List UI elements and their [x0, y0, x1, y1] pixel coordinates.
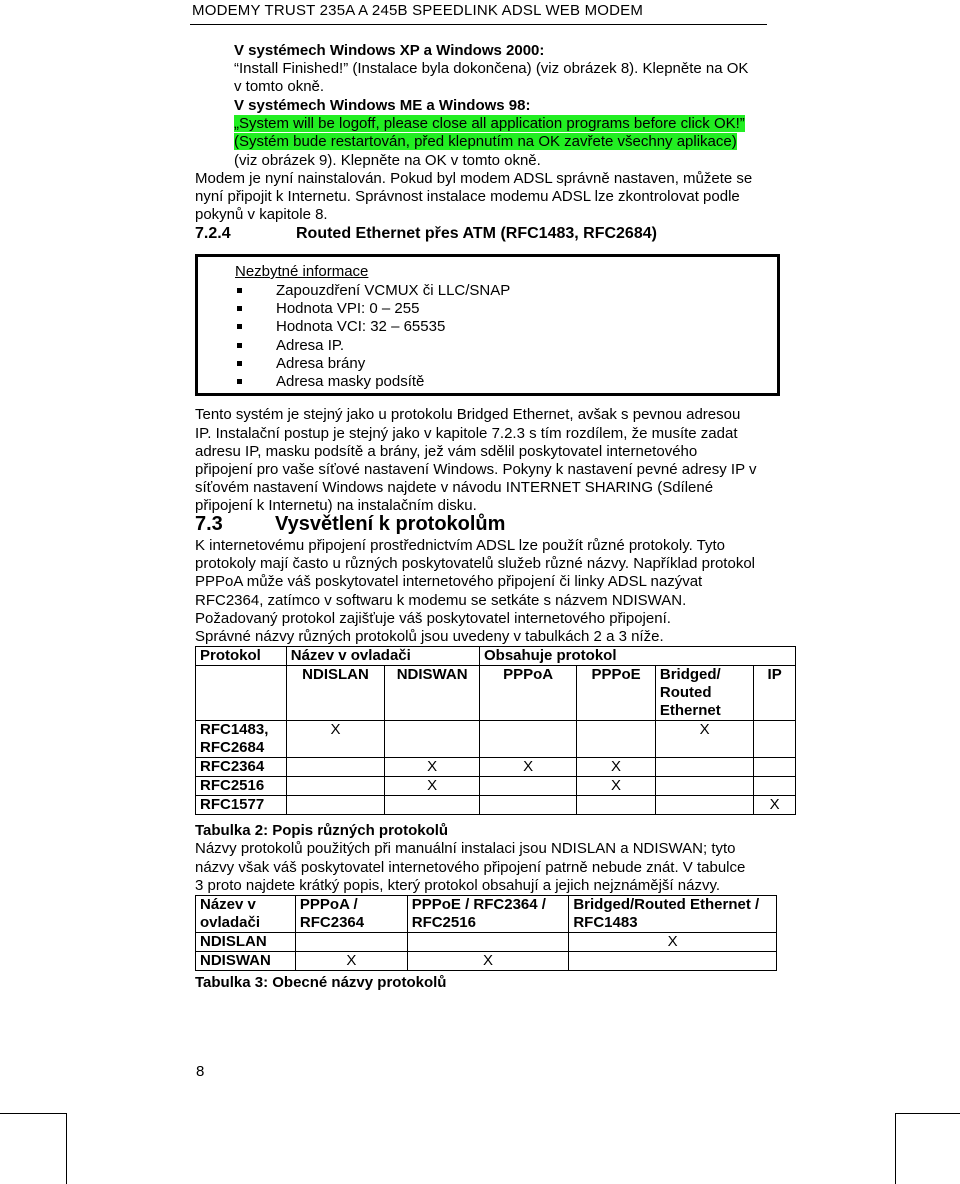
info-item	[236, 337, 510, 355]
table-cell	[385, 721, 480, 758]
header-cell: PPPoE / RFC2364 / RFC2516	[407, 896, 569, 933]
info-box-title: Nezbytné informace	[235, 263, 369, 280]
para2-line-1: Tento systém je stejný jako u protokolu Bridged Ethernet, avšak s pevnou adresou	[195, 406, 741, 423]
table-cell	[754, 721, 796, 758]
me-heading: V systémech Windows ME a Windows 98:	[234, 97, 531, 114]
bullet-icon	[237, 324, 242, 329]
header-cell: NDISLAN	[286, 666, 385, 721]
header-cell: Bridged/Routed Ethernet / RFC1483	[569, 896, 777, 933]
header-cell: PPPoA / RFC2364	[295, 896, 407, 933]
required-info-box	[195, 254, 780, 396]
table-cell	[569, 952, 777, 971]
table3-caption: Tabulka 3: Obecné názvy protokolů	[195, 974, 447, 991]
info-item-text: Adresa masky podsítě	[276, 372, 425, 390]
table-row	[196, 758, 796, 777]
para2-line-4: připojení pro vaše síťové nastavení Windows. Pokyny k nastavení pevné adresy IP v	[195, 461, 757, 478]
header-cell: Název v ovladači	[196, 896, 296, 933]
section-724-number: 7.2.4	[195, 225, 231, 242]
info-list	[236, 282, 510, 391]
para3-line-4: RFC2364, zatímco v softwaru k modemu se setkáte s názvem NDISWAN.	[195, 592, 687, 609]
table-cell	[286, 777, 385, 796]
table-row	[196, 952, 777, 971]
me-line-2-text: (Systém bude restartován, před klepnutím na OK zavřete všechny aplikace)	[234, 133, 737, 150]
header-rule	[190, 24, 767, 25]
names-table	[195, 895, 777, 971]
info-item-text: Zapouzdření VCMUX či LLC/SNAP	[276, 282, 511, 299]
header-cell: Bridged/ Routed Ethernet	[655, 666, 753, 721]
para3-line-3: PPPoA může váš poskytovatel internetového připojení či linky ADSL nazývat	[195, 573, 703, 590]
table-cell	[385, 796, 480, 815]
header-cell: Název v ovladači	[286, 647, 479, 666]
table-cell	[754, 758, 796, 777]
me-line-2	[234, 133, 737, 151]
table-cell	[286, 796, 385, 815]
me-line-1	[234, 115, 745, 133]
table-header-row	[196, 647, 796, 666]
table-cell	[479, 796, 576, 815]
header-cell: PPPoA	[479, 666, 576, 721]
table-row	[196, 721, 796, 758]
table-cell	[655, 758, 753, 777]
bullet-icon	[237, 343, 242, 348]
info-item-text: Adresa brány	[276, 354, 366, 372]
header-cell: PPPoE	[577, 666, 656, 721]
para3-line-6: Správné názvy různých protokolů jsou uvedeny v tabulkách 2 a 3 níže.	[195, 628, 664, 645]
me-line-3: (viz obrázek 9). Klepněte na OK v tomto okně.	[234, 152, 541, 169]
info-item	[236, 373, 510, 391]
table-cell: X	[577, 758, 656, 777]
table-header-row	[196, 896, 777, 933]
para4-line-3: 3 proto najdete krátký popis, který protokol obsahují a jejich nejznámější názvy.	[195, 877, 720, 894]
table-subheader-row	[196, 666, 796, 721]
table-cell: X	[385, 777, 480, 796]
para2-line-3: adresu IP, masku podsítě a brány, jež vám sdělil poskytovatel internetového	[195, 443, 698, 460]
header-cell: Obsahuje protokol	[479, 647, 795, 666]
bullet-icon	[237, 288, 242, 293]
page-number: 8	[196, 1063, 205, 1080]
info-item-text: Adresa IP.	[276, 336, 345, 354]
me-line-1-text: „System will be logoff, please close all application programs before click OK!”	[234, 115, 745, 132]
bullet-icon	[237, 361, 242, 366]
xp-line-1: “Install Finished!” (Instalace byla dokončena) (viz obrázek 8). Klepněte na OK	[234, 60, 749, 77]
table-cell: X	[655, 721, 753, 758]
info-item-text: Hodnota VPI: 0 – 255	[276, 300, 420, 318]
table-cell: X	[407, 952, 569, 971]
table-cell: X	[569, 933, 777, 952]
info-item	[236, 355, 510, 373]
row-label: RFC2364	[196, 758, 287, 777]
crop-mark-left	[0, 1113, 67, 1184]
para2-line-2: IP. Instalační postup je stejný jako v kapitole 7.2.3 s tím rozdílem, že musíte zadat	[195, 425, 738, 442]
para3-line-1: K internetovému připojení prostřednictvím ADSL lze použít různé protokoly. Tyto	[195, 537, 725, 554]
row-label: RFC1483, RFC2684	[196, 721, 287, 758]
row-label: NDISLAN	[196, 933, 296, 952]
xp-line-2: v tomto okně.	[234, 78, 325, 95]
para4-line-1: Názvy protokolů použitých při manuální instalaci jsou NDISLAN a NDISWAN; tyto	[195, 840, 736, 857]
para3-line-2: protokoly mají často u různých poskytovatelů služeb různé názvy. Například protokol	[195, 555, 755, 572]
table-row	[196, 777, 796, 796]
para1-line-1: Modem je nyní nainstalován. Pokud byl modem ADSL správně nastaven, můžete se	[195, 170, 753, 187]
crop-mark-right	[895, 1113, 960, 1184]
table2-caption: Tabulka 2: Popis různých protokolů	[195, 822, 449, 839]
table-cell	[577, 721, 656, 758]
section-73-title: Vysvětlení k protokolům	[275, 513, 506, 535]
para2-line-6: připojení k Internetu) na instalačním disku.	[195, 497, 477, 514]
table-cell: X	[286, 721, 385, 758]
info-item	[236, 318, 510, 336]
info-item-text: Hodnota VCI: 32 – 65535	[276, 318, 446, 336]
header-cell: Protokol	[196, 647, 287, 666]
table-cell	[479, 777, 576, 796]
table-cell	[286, 758, 385, 777]
xp-heading: V systémech Windows XP a Windows 2000:	[234, 42, 545, 59]
table-cell	[407, 933, 569, 952]
section-73-number: 7.3	[195, 513, 223, 535]
table-row	[196, 796, 796, 815]
para1-line-3: pokynů v kapitole 8.	[195, 206, 328, 223]
header-cell: IP	[754, 666, 796, 721]
table-cell	[655, 796, 753, 815]
row-label: NDISWAN	[196, 952, 296, 971]
info-item	[236, 300, 510, 318]
table-cell	[754, 777, 796, 796]
table-cell: X	[295, 952, 407, 971]
bullet-icon	[237, 379, 242, 384]
table-cell	[577, 796, 656, 815]
table-cell	[295, 933, 407, 952]
protocols-table	[195, 646, 796, 815]
para1-line-2: nyní připojit k Internetu. Správnost instalace modemu ADSL lze zkontrolovat podle	[195, 188, 740, 205]
para3-line-5: Požadovaný protokol zajišťuje váš poskytovatel internetového připojení.	[195, 610, 671, 627]
table-cell: X	[385, 758, 480, 777]
header-cell	[196, 666, 287, 721]
table-cell	[655, 777, 753, 796]
header-cell: NDISWAN	[385, 666, 480, 721]
bullet-icon	[237, 306, 242, 311]
row-label: RFC2516	[196, 777, 287, 796]
section-724-title: Routed Ethernet přes ATM (RFC1483, RFC2684)	[296, 225, 657, 242]
para2-line-5: síťovém nastavení Windows najdete v návodu INTERNET SHARING (Sdílené	[195, 479, 714, 496]
table-cell: X	[577, 777, 656, 796]
table-cell	[479, 721, 576, 758]
info-item	[236, 282, 510, 300]
table-cell: X	[479, 758, 576, 777]
page-header: MODEMY TRUST 235A A 245B SPEEDLINK ADSL WEB MODEM	[192, 2, 644, 19]
row-label: RFC1577	[196, 796, 287, 815]
table-cell: X	[754, 796, 796, 815]
table-row	[196, 933, 777, 952]
para4-line-2: názvy však váš poskytovatel internetového připojení patrně nebude znát. V tabulce	[195, 859, 746, 876]
